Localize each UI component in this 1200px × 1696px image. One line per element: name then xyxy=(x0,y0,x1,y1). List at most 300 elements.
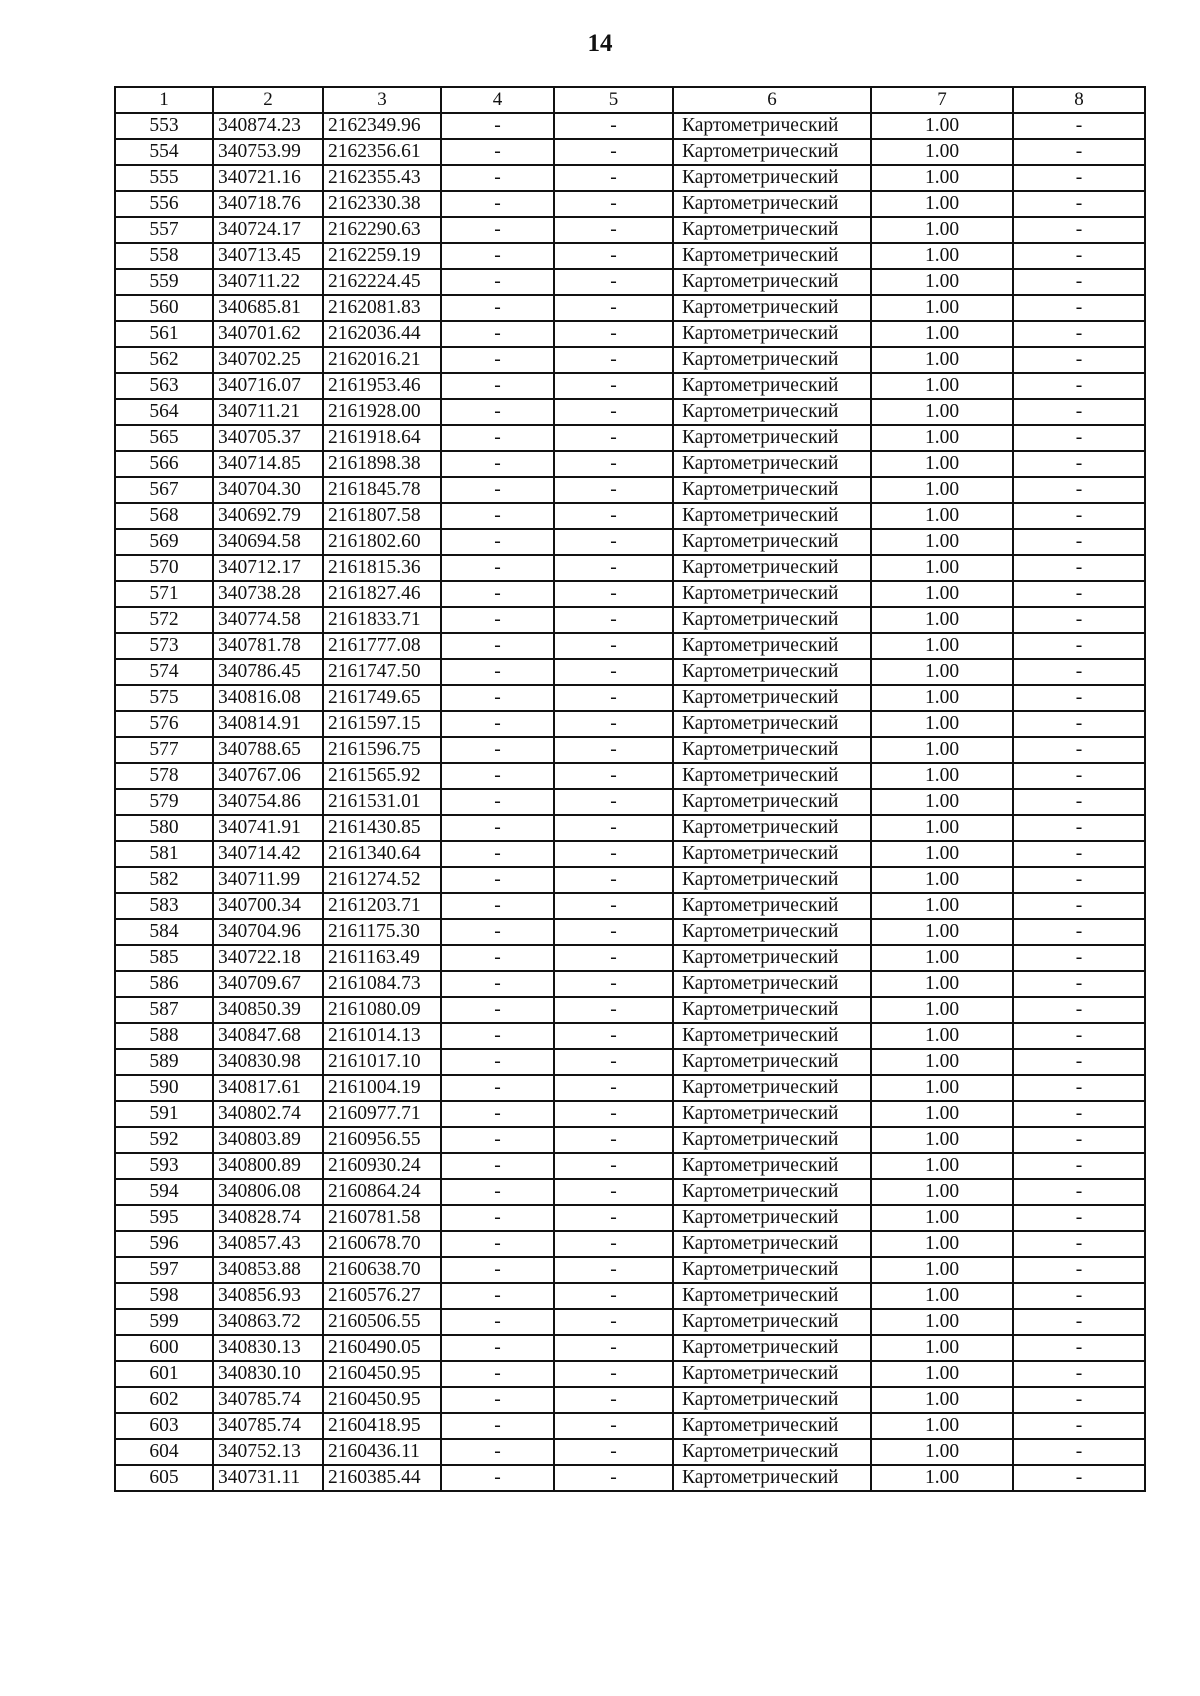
method-cell: Картометрический xyxy=(673,1231,871,1257)
column-4-cell: - xyxy=(441,243,554,269)
table-row xyxy=(115,321,1145,347)
x-coordinate-cell: 340874.23 xyxy=(213,113,323,139)
method-cell: Картометрический xyxy=(673,1257,871,1283)
column-8-cell: - xyxy=(1013,217,1145,243)
point-number-cell: 604 xyxy=(115,1439,213,1465)
column-5-cell: - xyxy=(554,945,673,971)
x-coordinate-cell: 340830.98 xyxy=(213,1049,323,1075)
x-coordinate-cell: 340802.74 xyxy=(213,1101,323,1127)
accuracy-cell: 1.00 xyxy=(871,1465,1013,1491)
column-8-cell: - xyxy=(1013,1257,1145,1283)
accuracy-cell: 1.00 xyxy=(871,1257,1013,1283)
column-5-cell: - xyxy=(554,789,673,815)
y-coordinate-cell: 2161928.00 xyxy=(323,399,441,425)
accuracy-cell: 1.00 xyxy=(871,139,1013,165)
column-4-cell: - xyxy=(441,1049,554,1075)
point-number-cell: 569 xyxy=(115,529,213,555)
point-number-cell: 579 xyxy=(115,789,213,815)
column-4-cell: - xyxy=(441,139,554,165)
method-cell: Картометрический xyxy=(673,945,871,971)
column-5-cell: - xyxy=(554,1465,673,1491)
column-4-cell: - xyxy=(441,321,554,347)
x-coordinate-cell: 340786.45 xyxy=(213,659,323,685)
method-cell: Картометрический xyxy=(673,165,871,191)
y-coordinate-cell: 2160436.11 xyxy=(323,1439,441,1465)
accuracy-cell: 1.00 xyxy=(871,1361,1013,1387)
point-number-cell: 587 xyxy=(115,997,213,1023)
x-coordinate-cell: 340741.91 xyxy=(213,815,323,841)
column-4-cell: - xyxy=(441,191,554,217)
x-coordinate-cell: 340781.78 xyxy=(213,633,323,659)
x-coordinate-cell: 340738.28 xyxy=(213,581,323,607)
y-coordinate-cell: 2162016.21 xyxy=(323,347,441,373)
method-cell: Картометрический xyxy=(673,1153,871,1179)
column-5-cell: - xyxy=(554,191,673,217)
column-8-cell: - xyxy=(1013,581,1145,607)
x-coordinate-cell: 340803.89 xyxy=(213,1127,323,1153)
accuracy-cell: 1.00 xyxy=(871,1283,1013,1309)
column-8-cell: - xyxy=(1013,451,1145,477)
header-cell: 1 xyxy=(115,87,213,113)
method-cell: Картометрический xyxy=(673,1049,871,1075)
y-coordinate-cell: 2160781.58 xyxy=(323,1205,441,1231)
method-cell: Картометрический xyxy=(673,763,871,789)
point-number-cell: 570 xyxy=(115,555,213,581)
method-cell: Картометрический xyxy=(673,659,871,685)
table-row xyxy=(115,685,1145,711)
header-cell: 8 xyxy=(1013,87,1145,113)
table-row xyxy=(115,893,1145,919)
table-row xyxy=(115,1361,1145,1387)
column-5-cell: - xyxy=(554,1283,673,1309)
column-4-cell: - xyxy=(441,1465,554,1491)
x-coordinate-cell: 340711.99 xyxy=(213,867,323,893)
column-5-cell: - xyxy=(554,893,673,919)
table-row xyxy=(115,763,1145,789)
column-8-cell: - xyxy=(1013,555,1145,581)
table-row xyxy=(115,919,1145,945)
y-coordinate-cell: 2160506.55 xyxy=(323,1309,441,1335)
column-5-cell: - xyxy=(554,1257,673,1283)
x-coordinate-cell: 340714.42 xyxy=(213,841,323,867)
point-number-cell: 595 xyxy=(115,1205,213,1231)
point-number-cell: 572 xyxy=(115,607,213,633)
column-5-cell: - xyxy=(554,451,673,477)
column-8-cell: - xyxy=(1013,477,1145,503)
point-number-cell: 588 xyxy=(115,1023,213,1049)
header-cell: 6 xyxy=(673,87,871,113)
column-4-cell: - xyxy=(441,269,554,295)
column-4-cell: - xyxy=(441,113,554,139)
table-row xyxy=(115,841,1145,867)
method-cell: Картометрический xyxy=(673,997,871,1023)
x-coordinate-cell: 340788.65 xyxy=(213,737,323,763)
column-8-cell: - xyxy=(1013,737,1145,763)
point-number-cell: 558 xyxy=(115,243,213,269)
y-coordinate-cell: 2161898.38 xyxy=(323,451,441,477)
point-number-cell: 563 xyxy=(115,373,213,399)
point-number-cell: 584 xyxy=(115,919,213,945)
y-coordinate-cell: 2162036.44 xyxy=(323,321,441,347)
x-coordinate-cell: 340711.21 xyxy=(213,399,323,425)
accuracy-cell: 1.00 xyxy=(871,971,1013,997)
method-cell: Картометрический xyxy=(673,243,871,269)
y-coordinate-cell: 2161807.58 xyxy=(323,503,441,529)
column-4-cell: - xyxy=(441,451,554,477)
table-row xyxy=(115,1439,1145,1465)
point-number-cell: 581 xyxy=(115,841,213,867)
column-8-cell: - xyxy=(1013,373,1145,399)
accuracy-cell: 1.00 xyxy=(871,1205,1013,1231)
x-coordinate-cell: 340713.45 xyxy=(213,243,323,269)
accuracy-cell: 1.00 xyxy=(871,685,1013,711)
table-body xyxy=(115,87,1145,1491)
y-coordinate-cell: 2161531.01 xyxy=(323,789,441,815)
method-cell: Картометрический xyxy=(673,269,871,295)
table-row xyxy=(115,971,1145,997)
column-4-cell: - xyxy=(441,685,554,711)
column-4-cell: - xyxy=(441,1101,554,1127)
method-cell: Картометрический xyxy=(673,1413,871,1439)
point-number-cell: 586 xyxy=(115,971,213,997)
column-4-cell: - xyxy=(441,607,554,633)
column-8-cell: - xyxy=(1013,295,1145,321)
column-8-cell: - xyxy=(1013,659,1145,685)
accuracy-cell: 1.00 xyxy=(871,1439,1013,1465)
y-coordinate-cell: 2161014.13 xyxy=(323,1023,441,1049)
accuracy-cell: 1.00 xyxy=(871,1023,1013,1049)
table-row xyxy=(115,815,1145,841)
table-row xyxy=(115,633,1145,659)
method-cell: Картометрический xyxy=(673,217,871,243)
point-number-cell: 599 xyxy=(115,1309,213,1335)
column-5-cell: - xyxy=(554,1387,673,1413)
column-4-cell: - xyxy=(441,555,554,581)
table-row xyxy=(115,659,1145,685)
point-number-cell: 597 xyxy=(115,1257,213,1283)
column-4-cell: - xyxy=(441,1127,554,1153)
column-4-cell: - xyxy=(441,789,554,815)
accuracy-cell: 1.00 xyxy=(871,841,1013,867)
table-row xyxy=(115,243,1145,269)
column-8-cell: - xyxy=(1013,1335,1145,1361)
x-coordinate-cell: 340753.99 xyxy=(213,139,323,165)
point-number-cell: 598 xyxy=(115,1283,213,1309)
point-number-cell: 575 xyxy=(115,685,213,711)
column-8-cell: - xyxy=(1013,425,1145,451)
column-5-cell: - xyxy=(554,581,673,607)
table-row xyxy=(115,1101,1145,1127)
table-row xyxy=(115,191,1145,217)
column-4-cell: - xyxy=(441,763,554,789)
column-4-cell: - xyxy=(441,1335,554,1361)
x-coordinate-cell: 340752.13 xyxy=(213,1439,323,1465)
point-number-cell: 582 xyxy=(115,867,213,893)
method-cell: Картометрический xyxy=(673,425,871,451)
column-4-cell: - xyxy=(441,659,554,685)
column-5-cell: - xyxy=(554,295,673,321)
column-5-cell: - xyxy=(554,1127,673,1153)
column-8-cell: - xyxy=(1013,113,1145,139)
accuracy-cell: 1.00 xyxy=(871,399,1013,425)
column-5-cell: - xyxy=(554,1075,673,1101)
point-number-cell: 553 xyxy=(115,113,213,139)
column-8-cell: - xyxy=(1013,1153,1145,1179)
accuracy-cell: 1.00 xyxy=(871,581,1013,607)
table-row xyxy=(115,581,1145,607)
column-5-cell: - xyxy=(554,477,673,503)
table-row xyxy=(115,347,1145,373)
point-number-cell: 592 xyxy=(115,1127,213,1153)
method-cell: Картометрический xyxy=(673,1127,871,1153)
column-8-cell: - xyxy=(1013,1205,1145,1231)
column-8-cell: - xyxy=(1013,867,1145,893)
table-row xyxy=(115,1257,1145,1283)
accuracy-cell: 1.00 xyxy=(871,217,1013,243)
column-5-cell: - xyxy=(554,269,673,295)
column-5-cell: - xyxy=(554,1309,673,1335)
table-row xyxy=(115,477,1145,503)
point-number-cell: 562 xyxy=(115,347,213,373)
table-row xyxy=(115,789,1145,815)
column-5-cell: - xyxy=(554,763,673,789)
accuracy-cell: 1.00 xyxy=(871,295,1013,321)
x-coordinate-cell: 340705.37 xyxy=(213,425,323,451)
table-row xyxy=(115,945,1145,971)
point-number-cell: 567 xyxy=(115,477,213,503)
method-cell: Картометрический xyxy=(673,1101,871,1127)
x-coordinate-cell: 340724.17 xyxy=(213,217,323,243)
y-coordinate-cell: 2160930.24 xyxy=(323,1153,441,1179)
method-cell: Картометрический xyxy=(673,1361,871,1387)
table-row xyxy=(115,1127,1145,1153)
point-number-cell: 554 xyxy=(115,139,213,165)
accuracy-cell: 1.00 xyxy=(871,321,1013,347)
column-4-cell: - xyxy=(441,971,554,997)
y-coordinate-cell: 2162259.19 xyxy=(323,243,441,269)
point-number-cell: 578 xyxy=(115,763,213,789)
accuracy-cell: 1.00 xyxy=(871,165,1013,191)
point-number-cell: 594 xyxy=(115,1179,213,1205)
column-4-cell: - xyxy=(441,1361,554,1387)
column-5-cell: - xyxy=(554,1439,673,1465)
y-coordinate-cell: 2161747.50 xyxy=(323,659,441,685)
column-4-cell: - xyxy=(441,1179,554,1205)
column-5-cell: - xyxy=(554,1023,673,1049)
method-cell: Картометрический xyxy=(673,893,871,919)
table-row xyxy=(115,269,1145,295)
x-coordinate-cell: 340853.88 xyxy=(213,1257,323,1283)
table-row xyxy=(115,1179,1145,1205)
accuracy-cell: 1.00 xyxy=(871,893,1013,919)
accuracy-cell: 1.00 xyxy=(871,789,1013,815)
accuracy-cell: 1.00 xyxy=(871,191,1013,217)
accuracy-cell: 1.00 xyxy=(871,1309,1013,1335)
y-coordinate-cell: 2161080.09 xyxy=(323,997,441,1023)
y-coordinate-cell: 2162355.43 xyxy=(323,165,441,191)
accuracy-cell: 1.00 xyxy=(871,269,1013,295)
point-number-cell: 573 xyxy=(115,633,213,659)
column-8-cell: - xyxy=(1013,1439,1145,1465)
accuracy-cell: 1.00 xyxy=(871,1075,1013,1101)
column-8-cell: - xyxy=(1013,269,1145,295)
accuracy-cell: 1.00 xyxy=(871,1231,1013,1257)
column-5-cell: - xyxy=(554,373,673,399)
table-row xyxy=(115,1075,1145,1101)
accuracy-cell: 1.00 xyxy=(871,113,1013,139)
y-coordinate-cell: 2160385.44 xyxy=(323,1465,441,1491)
point-number-cell: 580 xyxy=(115,815,213,841)
column-8-cell: - xyxy=(1013,815,1145,841)
y-coordinate-cell: 2161274.52 xyxy=(323,867,441,893)
method-cell: Картометрический xyxy=(673,1075,871,1101)
accuracy-cell: 1.00 xyxy=(871,607,1013,633)
column-8-cell: - xyxy=(1013,1023,1145,1049)
x-coordinate-cell: 340716.07 xyxy=(213,373,323,399)
accuracy-cell: 1.00 xyxy=(871,1153,1013,1179)
point-number-cell: 576 xyxy=(115,711,213,737)
x-coordinate-cell: 340828.74 xyxy=(213,1205,323,1231)
x-coordinate-cell: 340702.25 xyxy=(213,347,323,373)
column-8-cell: - xyxy=(1013,1413,1145,1439)
point-number-cell: 605 xyxy=(115,1465,213,1491)
table-row xyxy=(115,217,1145,243)
column-5-cell: - xyxy=(554,139,673,165)
column-5-cell: - xyxy=(554,1049,673,1075)
point-number-cell: 559 xyxy=(115,269,213,295)
accuracy-cell: 1.00 xyxy=(871,763,1013,789)
y-coordinate-cell: 2162330.38 xyxy=(323,191,441,217)
method-cell: Картометрический xyxy=(673,373,871,399)
method-cell: Картометрический xyxy=(673,711,871,737)
column-8-cell: - xyxy=(1013,243,1145,269)
column-8-cell: - xyxy=(1013,841,1145,867)
y-coordinate-cell: 2160490.05 xyxy=(323,1335,441,1361)
table-row xyxy=(115,399,1145,425)
y-coordinate-cell: 2161163.49 xyxy=(323,945,441,971)
table-row xyxy=(115,1309,1145,1335)
column-8-cell: - xyxy=(1013,529,1145,555)
accuracy-cell: 1.00 xyxy=(871,659,1013,685)
x-coordinate-cell: 340817.61 xyxy=(213,1075,323,1101)
method-cell: Картометрический xyxy=(673,347,871,373)
y-coordinate-cell: 2162224.45 xyxy=(323,269,441,295)
point-number-cell: 600 xyxy=(115,1335,213,1361)
column-5-cell: - xyxy=(554,555,673,581)
y-coordinate-cell: 2162349.96 xyxy=(323,113,441,139)
y-coordinate-cell: 2161084.73 xyxy=(323,971,441,997)
x-coordinate-cell: 340712.17 xyxy=(213,555,323,581)
column-4-cell: - xyxy=(441,425,554,451)
accuracy-cell: 1.00 xyxy=(871,997,1013,1023)
accuracy-cell: 1.00 xyxy=(871,1387,1013,1413)
column-5-cell: - xyxy=(554,1205,673,1231)
column-5-cell: - xyxy=(554,1413,673,1439)
table-row xyxy=(115,867,1145,893)
column-8-cell: - xyxy=(1013,945,1145,971)
column-8-cell: - xyxy=(1013,1283,1145,1309)
column-5-cell: - xyxy=(554,1101,673,1127)
method-cell: Картометрический xyxy=(673,841,871,867)
accuracy-cell: 1.00 xyxy=(871,243,1013,269)
column-4-cell: - xyxy=(441,503,554,529)
point-number-cell: 571 xyxy=(115,581,213,607)
point-number-cell: 589 xyxy=(115,1049,213,1075)
table-row xyxy=(115,529,1145,555)
accuracy-cell: 1.00 xyxy=(871,1335,1013,1361)
x-coordinate-cell: 340856.93 xyxy=(213,1283,323,1309)
point-number-cell: 596 xyxy=(115,1231,213,1257)
method-cell: Картометрический xyxy=(673,503,871,529)
table-row xyxy=(115,503,1145,529)
x-coordinate-cell: 340863.72 xyxy=(213,1309,323,1335)
x-coordinate-cell: 340709.67 xyxy=(213,971,323,997)
column-4-cell: - xyxy=(441,1075,554,1101)
method-cell: Картометрический xyxy=(673,1439,871,1465)
accuracy-cell: 1.00 xyxy=(871,945,1013,971)
y-coordinate-cell: 2162356.61 xyxy=(323,139,441,165)
point-number-cell: 564 xyxy=(115,399,213,425)
column-8-cell: - xyxy=(1013,1075,1145,1101)
y-coordinate-cell: 2160678.70 xyxy=(323,1231,441,1257)
accuracy-cell: 1.00 xyxy=(871,1101,1013,1127)
column-5-cell: - xyxy=(554,1179,673,1205)
y-coordinate-cell: 2161953.46 xyxy=(323,373,441,399)
method-cell: Картометрический xyxy=(673,139,871,165)
column-8-cell: - xyxy=(1013,789,1145,815)
x-coordinate-cell: 340816.08 xyxy=(213,685,323,711)
accuracy-cell: 1.00 xyxy=(871,867,1013,893)
page-number: 14 xyxy=(587,30,613,57)
accuracy-cell: 1.00 xyxy=(871,425,1013,451)
table-row xyxy=(115,295,1145,321)
x-coordinate-cell: 340685.81 xyxy=(213,295,323,321)
point-number-cell: 561 xyxy=(115,321,213,347)
y-coordinate-cell: 2160977.71 xyxy=(323,1101,441,1127)
method-cell: Картометрический xyxy=(673,529,871,555)
y-coordinate-cell: 2161175.30 xyxy=(323,919,441,945)
x-coordinate-cell: 340830.10 xyxy=(213,1361,323,1387)
y-coordinate-cell: 2160418.95 xyxy=(323,1413,441,1439)
method-cell: Картометрический xyxy=(673,737,871,763)
method-cell: Картометрический xyxy=(673,1283,871,1309)
column-5-cell: - xyxy=(554,113,673,139)
y-coordinate-cell: 2160638.70 xyxy=(323,1257,441,1283)
y-coordinate-cell: 2161004.19 xyxy=(323,1075,441,1101)
column-4-cell: - xyxy=(441,1257,554,1283)
accuracy-cell: 1.00 xyxy=(871,451,1013,477)
column-4-cell: - xyxy=(441,737,554,763)
column-4-cell: - xyxy=(441,581,554,607)
column-8-cell: - xyxy=(1013,1231,1145,1257)
y-coordinate-cell: 2160576.27 xyxy=(323,1283,441,1309)
y-coordinate-cell: 2161833.71 xyxy=(323,607,441,633)
column-5-cell: - xyxy=(554,1153,673,1179)
column-5-cell: - xyxy=(554,815,673,841)
x-coordinate-cell: 340692.79 xyxy=(213,503,323,529)
column-8-cell: - xyxy=(1013,1387,1145,1413)
method-cell: Картометрический xyxy=(673,1179,871,1205)
column-5-cell: - xyxy=(554,243,673,269)
column-4-cell: - xyxy=(441,1205,554,1231)
point-number-cell: 593 xyxy=(115,1153,213,1179)
point-number-cell: 601 xyxy=(115,1361,213,1387)
column-4-cell: - xyxy=(441,633,554,659)
column-4-cell: - xyxy=(441,841,554,867)
point-number-cell: 602 xyxy=(115,1387,213,1413)
point-number-cell: 568 xyxy=(115,503,213,529)
column-8-cell: - xyxy=(1013,139,1145,165)
